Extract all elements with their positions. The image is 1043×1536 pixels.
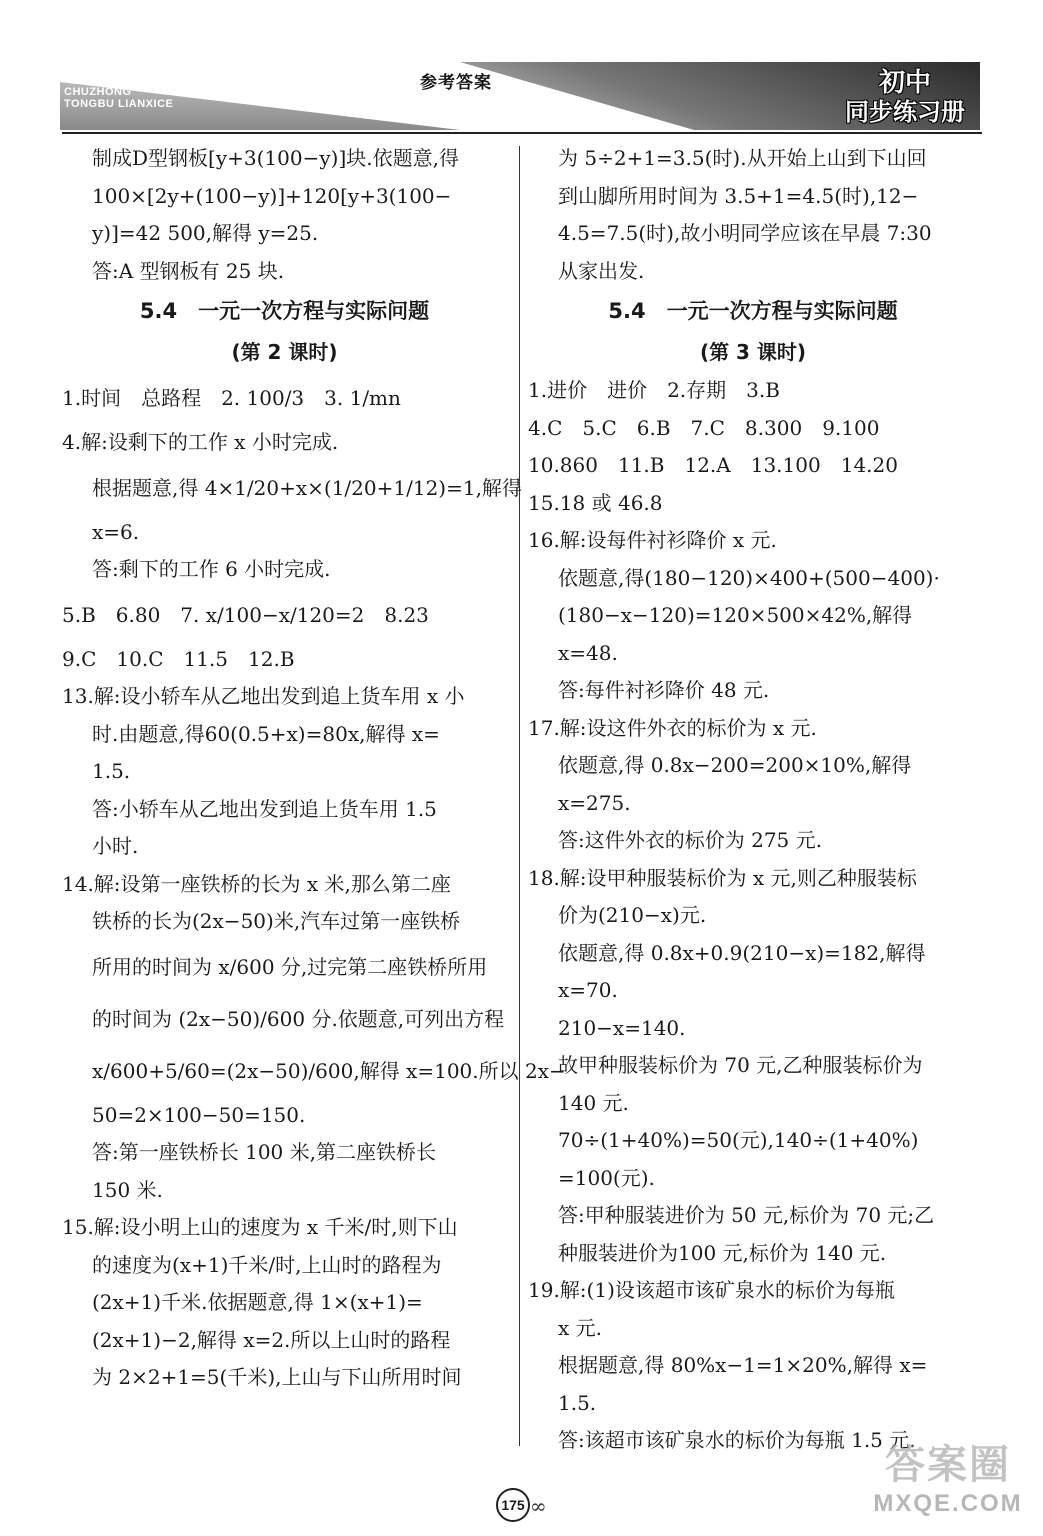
text-line: 答:A 型钢板有 25 块. (92, 258, 285, 283)
text-line: 17.解:设这件外衣的标价为 x 元. (528, 715, 817, 740)
text-line: 4.解:设剩下的工作 x 小时完成. (62, 430, 339, 454)
text-line: 15.解:设小明上山的速度为 x 千米/时,则下山 (62, 1215, 458, 1239)
text-line: 答:这件外衣的标价为 275 元. (558, 828, 822, 852)
text-line: 的时间为 (2x−50)/600 分.依题意,可列出方程 (92, 1006, 505, 1031)
text-line: 210−x=140. (558, 1015, 686, 1040)
text-line: 答:该超市该矿泉水的标价为每瓶 1.5 元. (558, 1428, 916, 1452)
text-line: 依题意,得 0.8x−200=200×10%,解得 (558, 753, 912, 777)
page-number-ornament-icon: ∞ (530, 1494, 547, 1518)
text-line: 根据题意,得 4×1/20+x×(1/20+1/12)=1,解得 (92, 475, 522, 500)
left-column (62, 140, 566, 1397)
lesson-subheading: (第 2 课时) (231, 340, 338, 364)
text-line: 10.860 11.B 12.A 13.100 14.20 (528, 453, 898, 477)
text-line: 1.5. (558, 1390, 597, 1415)
text-line: 70÷(1+40%)=50(元),140÷(1+40%) (558, 1128, 919, 1152)
text-line: 答:剩下的工作 6 小时完成. (92, 557, 331, 581)
text-line: 到山脚所用时间为 3.5+1=4.5(时),12− (558, 183, 919, 208)
text-line: 100×[2y+(100−y)]+120[y+3(100− (92, 183, 452, 208)
page-number: 175 (496, 1488, 530, 1522)
series-en-line2: TONGBU LIANXICE (64, 98, 174, 110)
book-logo (830, 68, 980, 126)
text-line: 50=2×100−50=150. (92, 1102, 306, 1127)
text-line: 15.18 或 46.8 (528, 490, 663, 515)
section-heading: 5.4 一元一次方程与实际问题 (139, 299, 430, 323)
text-line: (2x+1)千米.依据题意,得 1×(x+1)= (92, 1290, 423, 1314)
text-line: 为 2×2+1=5(千米),上山与下山所用时间 (92, 1365, 462, 1389)
text-line: 为 5÷2+1=3.5(时).从开始上山到下山回 (558, 146, 927, 170)
text-line: 9.C 10.C 11.5 12.B (62, 646, 295, 671)
column-divider (519, 146, 520, 1446)
text-line: 140 元. (558, 1090, 629, 1115)
text-line: y)]=42 500,解得 y=25. (92, 221, 319, 245)
text-line: 150 米. (92, 1177, 163, 1202)
page-header (60, 62, 980, 132)
text-line: 制成D型钢板[y+3(100−y)]块.依题意,得 (92, 146, 459, 170)
text-line: 所用的时间为 x/600 分,过完第二座铁桥所用 (92, 954, 488, 979)
text-line: 时.由题意,得60(0.5+x)=80x,解得 x= (92, 721, 440, 746)
text-line: 答:第一座铁桥长 100 米,第二座铁桥长 (92, 1140, 436, 1164)
page-title: 参考答案 (420, 73, 492, 93)
text-line: 铁桥的长为(2x−50)米,汽车过第一座铁桥 (92, 909, 461, 933)
text-line: x=275. (558, 790, 631, 815)
watermark (873, 1433, 1023, 1518)
watermark-line2: MXQE.COM (873, 1490, 1023, 1517)
text-line: 种服装进价为100 元,标价为 140 元. (558, 1240, 887, 1265)
text-line: 5.B 6.80 7. x/100−x/120=2 8.23 (62, 602, 429, 627)
text-line: 1.5. (92, 759, 131, 783)
text-line: 答:小轿车从乙地出发到追上货车用 1.5 (92, 796, 437, 821)
text-line: 19.解:(1)设该超市该矿泉水的标价为每瓶 (528, 1278, 895, 1302)
text-line: 价为(210−x)元. (558, 903, 707, 927)
series-en-line1: CHUZHONG (64, 86, 132, 98)
section-heading: 5.4 一元一次方程与实际问题 (608, 299, 898, 323)
text-line: 4.C 5.C 6.B 7.C 8.300 9.100 (528, 415, 880, 440)
text-line: 根据题意,得 80%x−1=1×20%,解得 x= (558, 1353, 928, 1377)
text-line: 18.解:设甲种服装标价为 x 元,则乙种服装标 (528, 865, 917, 890)
text-line: 从家出发. (558, 258, 645, 283)
text-line: 4.5=7.5(时),故小明同学应该在早晨 7:30 (558, 221, 932, 245)
text-line: x 元. (558, 1315, 602, 1340)
logo-line1: 初中 (878, 68, 931, 98)
right-column (528, 140, 978, 1460)
text-line: 的速度为(x+1)千米/时,上山时的路程为 (92, 1252, 442, 1277)
text-line: x=70. (558, 978, 618, 1002)
text-line: (180−x−120)=120×500×42%,解得 (558, 603, 913, 627)
text-line: 答:甲种服装进价为 50 元,标价为 70 元;乙 (558, 1203, 935, 1227)
text-line: 依题意,得(180−120)×400+(500−400)· (558, 565, 940, 590)
text-line: x/600+5/60=(2x−50)/600,解得 x=100.所以 2x− (92, 1058, 566, 1083)
header-rule (62, 132, 982, 134)
lesson-subheading: (第 3 课时) (699, 340, 807, 364)
text-line: 1.时间 总路程 2. 100/3 3. 1/mn (62, 386, 401, 410)
text-line: 小时. (92, 834, 139, 858)
text-line: 16.解:设每件衬衫降价 x 元. (528, 528, 777, 552)
header-series-english (64, 86, 173, 110)
text-line: 13.解:设小轿车从乙地出发到追上货车用 x 小 (62, 684, 465, 708)
text-line: 依题意,得 0.8x+0.9(210−x)=182,解得 (558, 940, 926, 965)
watermark-line1: 答案圈 (885, 1443, 1011, 1487)
text-line: 故甲种服装标价为 70 元,乙种服装标价为 (558, 1053, 923, 1077)
text-line: =100(元). (558, 1165, 655, 1190)
text-line: (2x+1)−2,解得 x=2.所以上山时的路程 (92, 1327, 451, 1352)
text-line: 答:每件衬衫降价 48 元. (558, 678, 770, 702)
text-line: 14.解:设第一座铁桥的长为 x 米,那么第二座 (62, 871, 451, 896)
logo-line2: 同步练习册 (845, 98, 965, 126)
text-line: x=6. (92, 519, 140, 544)
text-line: 1.进价 进价 2.存期 3.B (528, 378, 780, 402)
text-line: x=48. (558, 640, 618, 665)
